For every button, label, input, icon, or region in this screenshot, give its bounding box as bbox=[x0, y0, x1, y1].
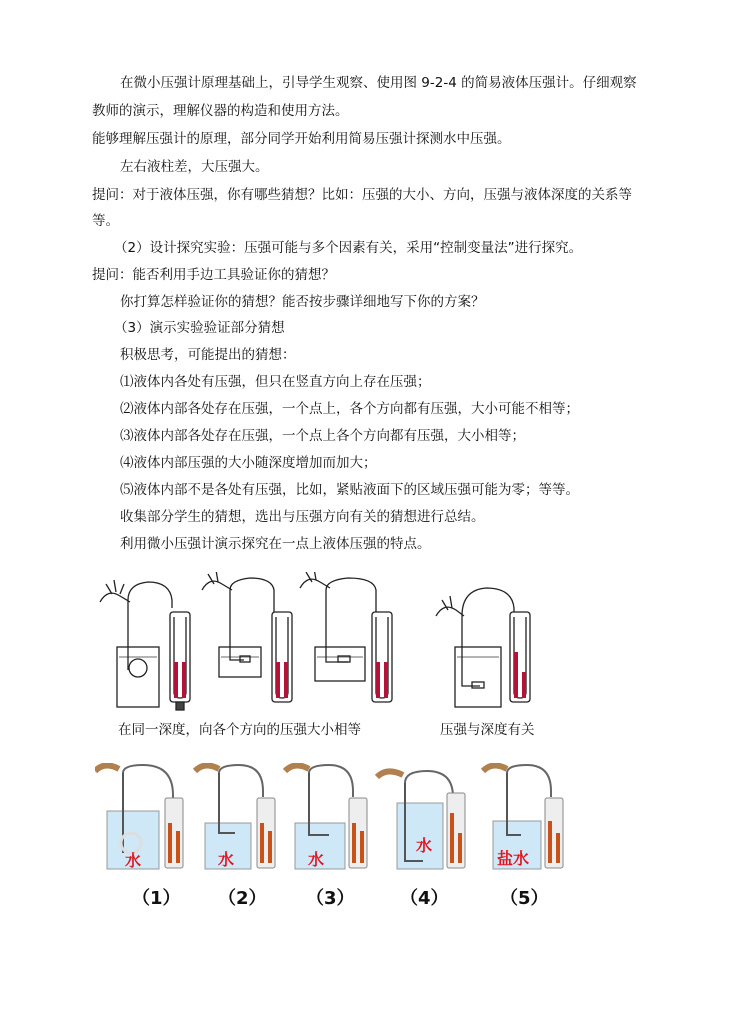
photo-number-3: （3） bbox=[306, 888, 355, 909]
figure1-caption-left: 在同一深度，向各个方向的压强大小相等 bbox=[118, 722, 361, 738]
paragraph-plan: 你打算怎样验证你的猜想？能否按步骤详细地写下你的方案？ bbox=[120, 294, 485, 310]
liquid-label-2: 水 bbox=[218, 850, 235, 869]
photo-number-4: （4） bbox=[400, 888, 449, 909]
photo-number-5: （5） bbox=[500, 888, 549, 909]
liquid-label-5: 盐水 bbox=[497, 849, 530, 868]
liquid-label-3: 水 bbox=[308, 850, 325, 869]
question-1-cont: 等。 bbox=[92, 213, 119, 229]
photo-4 bbox=[373, 763, 473, 875]
step-3: （3）演示实验验证部分猜想 bbox=[114, 320, 285, 336]
paragraph-2: 能够理解压强计的原理，部分同学开始利用简易压强计探测水中压强。 bbox=[92, 131, 511, 147]
photo-1 bbox=[95, 763, 190, 875]
paragraph-think: 积极思考，可能提出的猜想： bbox=[120, 347, 296, 363]
figure1-caption-right: 压强与深度有关 bbox=[440, 722, 535, 738]
guess-5: ⑸液体内部不是各处有压强，比如，紧贴液面下的区域压强可能为零；等等。 bbox=[120, 482, 579, 498]
guess-4: ⑷液体内部压强的大小随深度增加而加大； bbox=[120, 455, 377, 471]
paragraph-1-cont: 教师的演示，理解仪器的构造和使用方法。 bbox=[92, 103, 349, 119]
step-2: （2）设计探究实验：压强可能与多个因素有关，采用“控制变量法”进行探究。 bbox=[114, 240, 583, 256]
liquid-label-4: 水 bbox=[416, 836, 433, 855]
paragraph-demo: 利用微小压强计演示探究在一点上液体压强的特点。 bbox=[120, 536, 431, 552]
liquid-label-1: 水 bbox=[125, 851, 142, 870]
guess-1: ⑴液体内各处有压强，但只在竖直方向上存在压强； bbox=[120, 374, 431, 390]
guess-2: ⑵液体内部各处存在压强，一个点上，各个方向都有压强，大小可能不相等； bbox=[120, 401, 579, 417]
paragraph-1: 在微小压强计原理基础上，引导学生观察、使用图 9-2-4 的简易液体压强计。仔细观察 bbox=[120, 75, 637, 91]
photo-number-1: （1） bbox=[132, 888, 181, 909]
photo-3 bbox=[281, 763, 371, 875]
figure-pressure-gauge-diagram bbox=[90, 572, 560, 712]
photo-2 bbox=[191, 763, 281, 875]
guess-3: ⑶液体内部各处存在压强，一个点上各个方向都有压强，大小相等； bbox=[120, 428, 525, 444]
question-2: 提问：能否利用手边工具验证你的猜想？ bbox=[92, 267, 335, 283]
photo-number-2: （2） bbox=[218, 888, 267, 909]
paragraph-collect: 收集部分学生的猜想，选出与压强方向有关的猜想进行总结。 bbox=[120, 509, 485, 525]
paragraph-3: 左右液柱差，大压强大。 bbox=[120, 159, 269, 175]
question-1: 提问：对于液体压强，你有哪些猜想？比如：压强的大小、方向，压强与液体深度的关系等 bbox=[92, 187, 632, 203]
